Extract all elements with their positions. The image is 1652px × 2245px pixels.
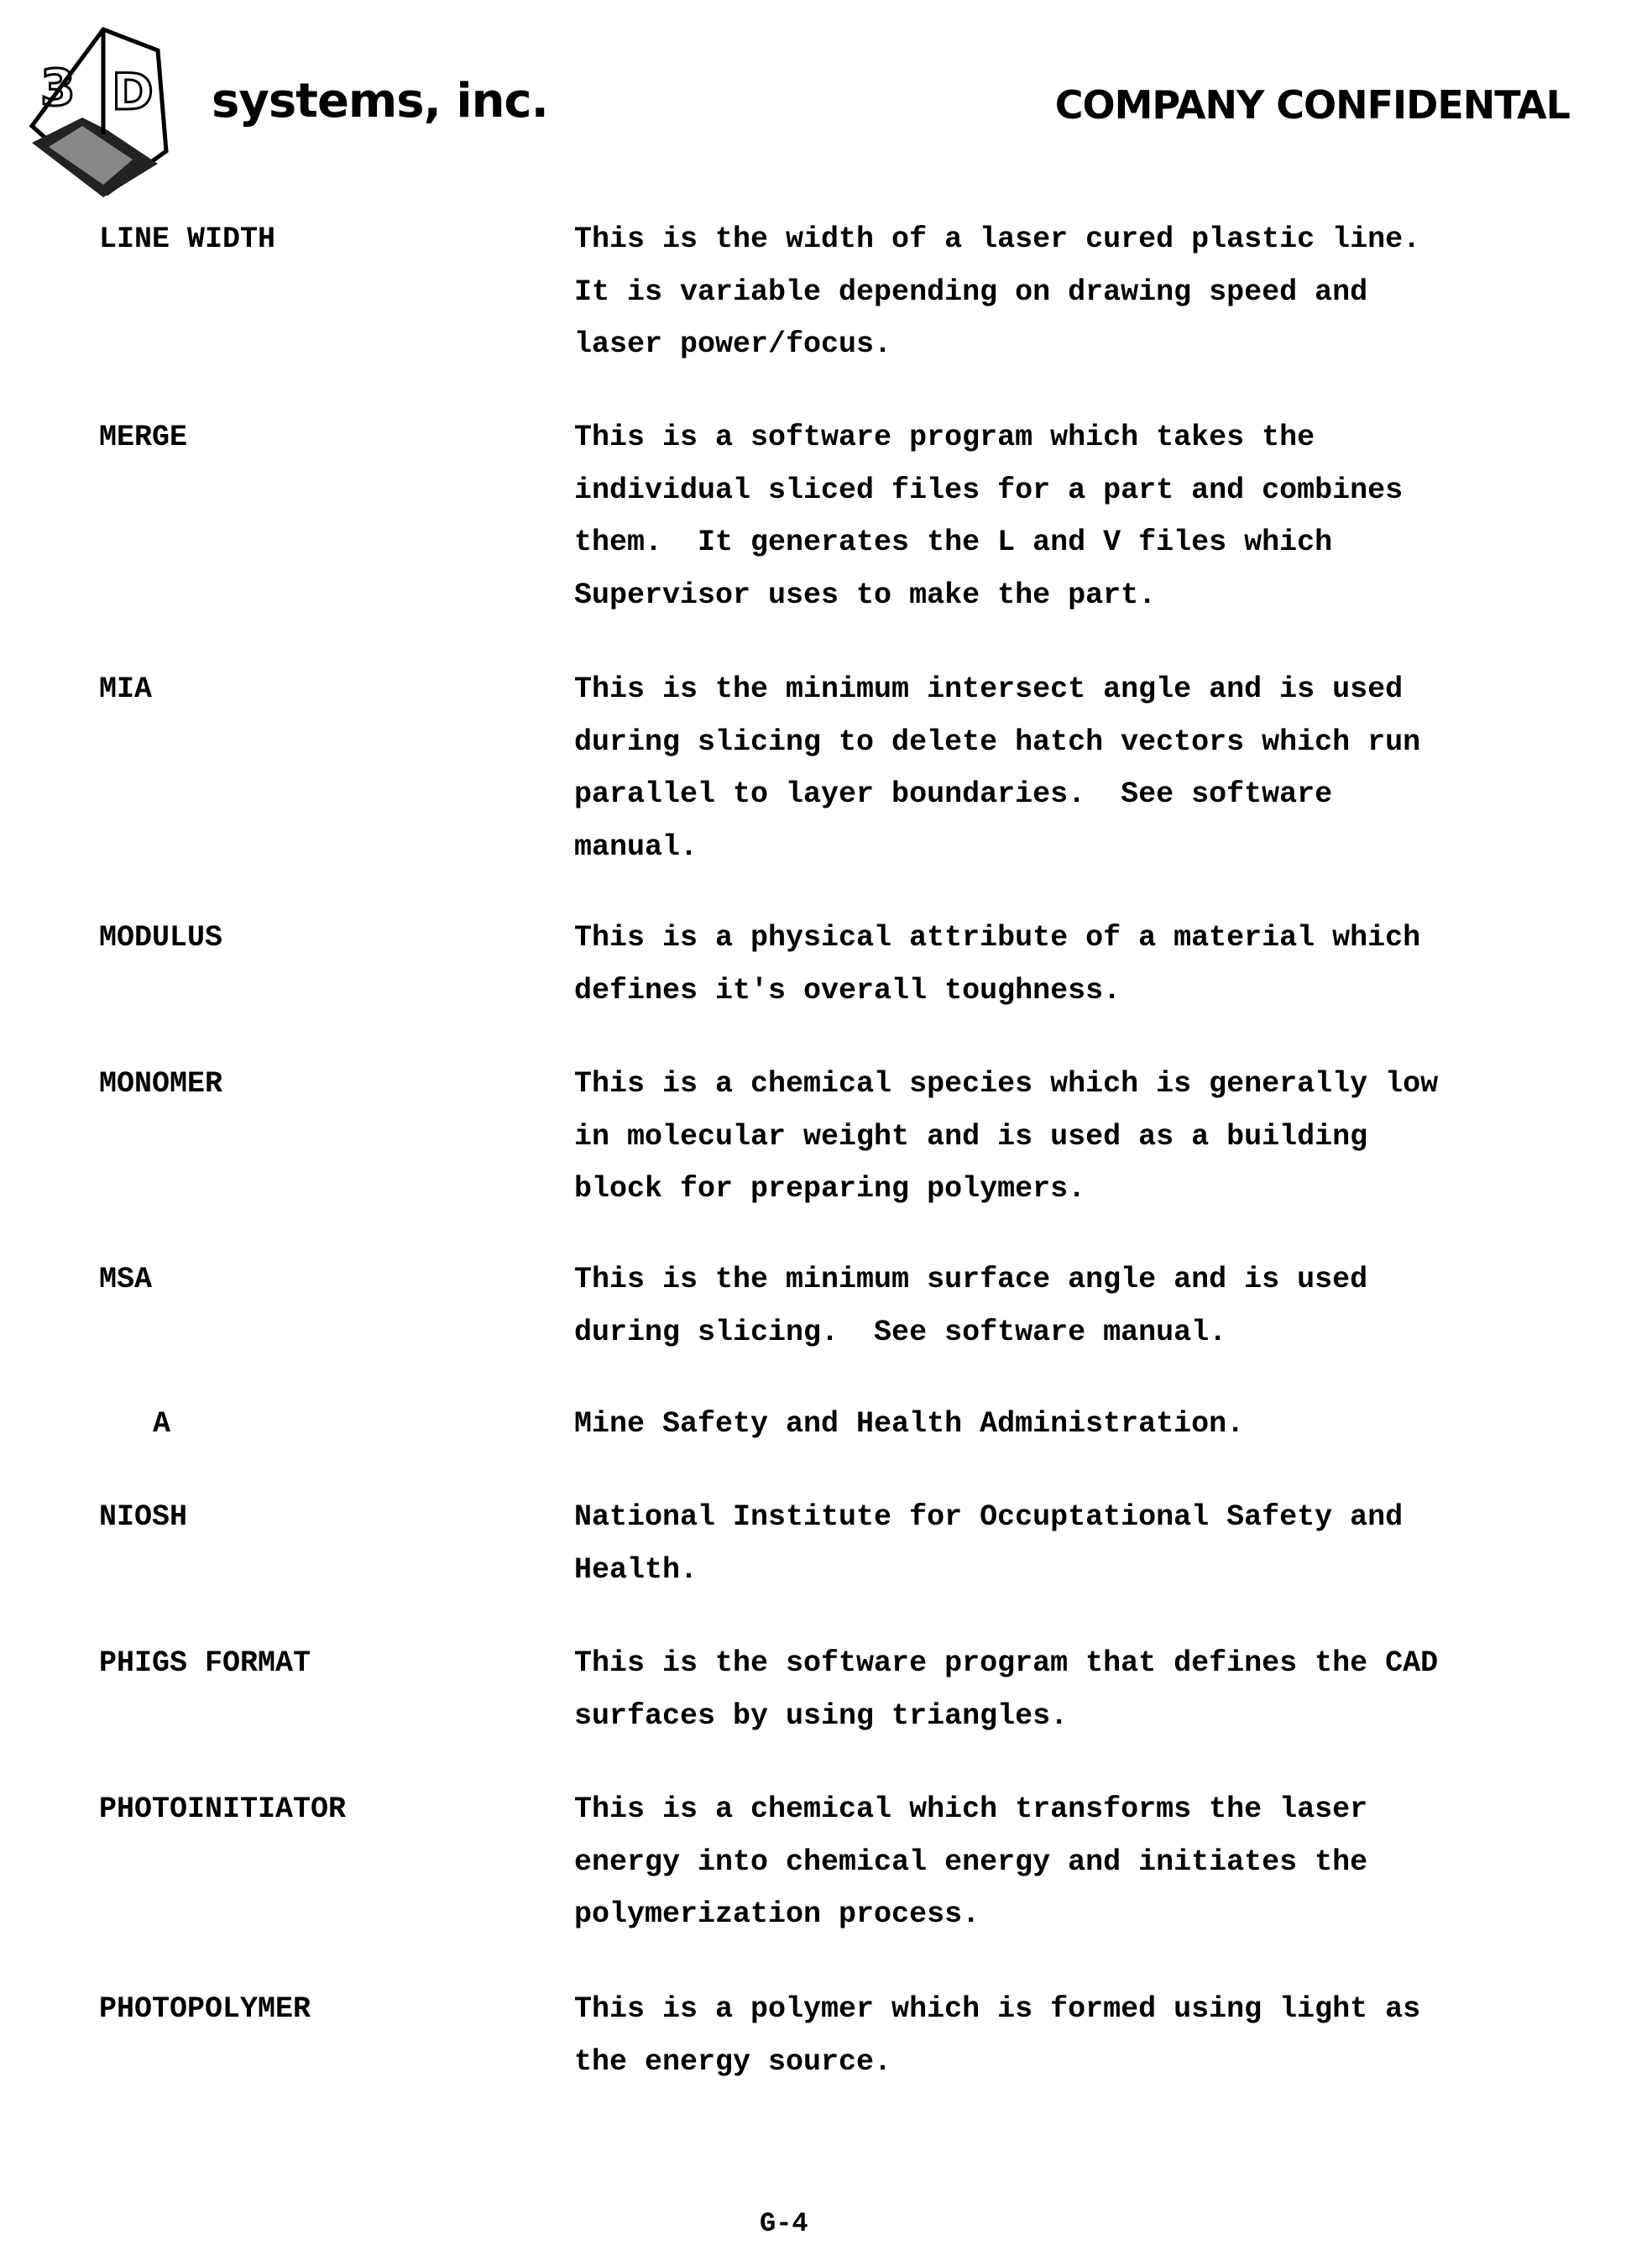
- definition: This is a polymer which is formed using light as the energy source.: [574, 1983, 1420, 2088]
- definition: Mine Safety and Health Administration.: [574, 1398, 1244, 1451]
- svg-text:D: D: [112, 63, 154, 122]
- term: NIOSH: [99, 1491, 187, 1544]
- term: MSA: [99, 1253, 152, 1306]
- term: MODULUS: [99, 912, 222, 965]
- definition: This is a chemical species which is generally low in molecular weight and is used as a building block for preparing polymers.: [574, 1058, 1438, 1216]
- term: MIA: [99, 663, 152, 716]
- page-number: G-4: [760, 2208, 808, 2239]
- term: PHOTOPOLYMER: [99, 1983, 311, 2036]
- definition: National Institute for Occuptational Safety and Health.: [574, 1491, 1403, 1596]
- definition: This is a chemical which transforms the laser energy into chemical energy and initiates the polymerization process.: [574, 1783, 1367, 1941]
- term: A: [153, 1398, 170, 1451]
- term: MONOMER: [99, 1058, 222, 1111]
- definition: This is the minimum surface angle and is used during slicing. See software manual.: [574, 1253, 1367, 1358]
- term: PHIGS FORMAT: [99, 1637, 311, 1690]
- definition: This is a physical attribute of a material which defines it's overall toughness.: [574, 912, 1420, 1017]
- term: PHOTOINITIATOR: [99, 1783, 346, 1836]
- 3d-systems-logo: [24, 25, 208, 201]
- definition: This is the software program that defines the CAD surfaces by using triangles.: [574, 1637, 1438, 1742]
- definition: This is a software program which takes the individual sliced files for a part and combines them. It generates the L and V files which Supervisor uses to make the part.: [574, 411, 1403, 621]
- term: LINE WIDTH: [99, 213, 275, 266]
- definition: This is the width of a laser cured plastic line. It is variable depending on drawing speed and laser power/focus.: [574, 213, 1420, 371]
- company-name: systems, inc.: [212, 74, 548, 128]
- term: MERGE: [99, 411, 187, 464]
- svg-text:3: 3: [40, 59, 76, 118]
- definition: This is the minimum intersect angle and is used during slicing to delete hatch vectors which run parallel to layer boundaries. See software manual.: [574, 663, 1420, 873]
- confidential-label: COMPANY CONFIDENTAL: [1055, 82, 1570, 128]
